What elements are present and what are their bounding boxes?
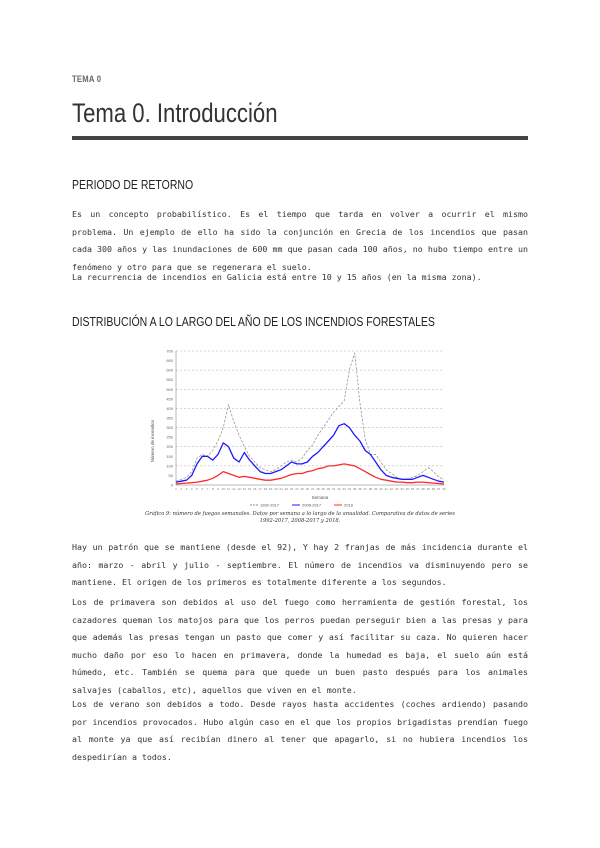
legend-label: 1992-2017 (260, 502, 280, 508)
x-tick-label: 9 (217, 487, 219, 491)
x-tick-label: 36 (358, 487, 362, 491)
x-tick-label: 29 (321, 487, 325, 491)
x-tick-label: 18 (263, 487, 268, 491)
x-tick-label: 42 (389, 487, 394, 491)
paragraph-distribucion-2: Los de primavera son debidos al uso del fuego como herramienta de gestión forestal, los cazadores queman los matojos para que los perros puedan perseguir bien a las presas y para que además las presas tengan un pasto que comer y así facilitar su caza. No quieren hacer mucho daño por eso lo hacen en primavera, donde la humedad es baja, el suelo aún está húmedo, etc. También se quema para que quede un buen pasto después para los animales salvajes (caballos, etc), aquellos que viven en el monte. (72, 597, 528, 695)
paragraph-periodo-1: Es un concepto probabilístico. Es el tiempo que tarda en volver a ocurrir el mismo problema. Un ejemplo de ello ha sido la conjunción en Grecia de los incendios que pasan cada 300 años y las inundaciones de 600 mm que pasan cada 100 años, no hubo tiempo entre un fenómeno y otro para que se regenerara el suelo. (72, 209, 528, 272)
y-tick-label: 500 (166, 386, 173, 392)
x-tick-label: 6 (201, 487, 204, 491)
legend-label: 2018 (344, 502, 353, 508)
x-tick-label: 11 (226, 487, 231, 491)
x-tick-label: 20 (274, 487, 278, 491)
x-tick-label: 24 (295, 487, 299, 491)
x-tick-label: 1 (175, 487, 177, 491)
x-tick-label: 43 (395, 487, 399, 491)
series-line (176, 353, 444, 481)
y-tick-label: 600 (166, 367, 173, 373)
x-tick-label: 51 (437, 487, 441, 491)
paragraph-periodo-2: La recurrencia de incendios en Galicia está entre 10 y 15 años (en la misma zona). (72, 272, 482, 282)
chart-caption: Gráfico 9: número de fuegos semanales. Datos por semana a lo largo de la anualidad. Comparativa de datos de series 1992-2017, 2008-2017 y 2018. (145, 511, 455, 524)
page-title: Tema 0. Introducción (72, 98, 278, 128)
title-rule (72, 136, 528, 140)
series-line (176, 424, 444, 482)
x-tick-label: 38 (368, 487, 373, 491)
x-tick-label: 16 (253, 487, 257, 491)
x-tick-label: 25 (300, 487, 304, 491)
x-tick-label: 21 (279, 487, 283, 491)
page-kicker: TEMA 0 (72, 74, 102, 84)
y-tick-label: 0 (170, 482, 173, 488)
x-tick-label: 52 (442, 487, 446, 491)
x-tick-label: 41 (384, 487, 388, 491)
y-tick-label: 400 (166, 405, 173, 411)
x-tick-label: 39 (374, 487, 378, 491)
y-tick-label: 450 (166, 396, 173, 402)
x-tick-label: 37 (363, 487, 367, 491)
x-tick-label: 30 (326, 487, 331, 491)
fires-weekly-chart (140, 345, 460, 510)
x-tick-label: 27 (310, 487, 315, 491)
y-tick-label: 150 (166, 453, 173, 459)
y-tick-label: 550 (166, 377, 173, 383)
x-tick-label: 13 (237, 487, 241, 491)
x-tick-label: 12 (232, 487, 236, 491)
x-tick-label: 3 (185, 487, 188, 491)
y-tick-label: 100 (166, 463, 173, 469)
x-tick-label: 34 (347, 487, 352, 491)
chart-ylabel: Número de incendios (150, 419, 155, 463)
y-tick-label: 350 (166, 415, 173, 421)
x-tick-label: 14 (242, 487, 246, 491)
y-tick-label: 700 (166, 348, 173, 354)
x-tick-label: 35 (352, 487, 357, 491)
x-tick-label: 31 (331, 487, 336, 491)
y-tick-label: 650 (166, 358, 173, 364)
x-tick-label: 28 (316, 487, 320, 491)
x-tick-label: 48 (421, 487, 425, 491)
legend-label: 2008-2017 (302, 502, 322, 508)
paragraph-distribucion-3: Los de verano son debidos a todo. Desde rayos hasta accidentes (coches ardiendo) pasando por incendios provocados. Hubo algún caso en el que los propios brigadistas prendían fuego al monte ya que así recibían dinero al tener que apagarlo, si no hubiera incendios los despedirían a todos. (72, 699, 528, 762)
x-tick-label: 8 (211, 487, 214, 491)
x-tick-label: 7 (206, 487, 209, 491)
series-line (176, 464, 444, 484)
x-tick-label: 50 (431, 487, 436, 491)
y-tick-label: 200 (166, 444, 173, 450)
x-tick-label: 4 (190, 487, 193, 491)
paragraph-distribucion-1: Hay un patrón que se mantiene (desde el 92), Y hay 2 franjas de más incidencia durante el año: marzo - abril y julio - septiembre. El número de incendios va disminuyendo pero se mantiene. El origen de los primeros es totalmente diferente a los segundos. (72, 542, 528, 587)
chart-xlabel: Semana (311, 495, 329, 500)
section-heading-periodo: PERIODO DE RETORNO (72, 178, 194, 192)
y-tick-label: 250 (166, 434, 173, 440)
y-tick-label: 300 (166, 425, 173, 431)
x-tick-label: 22 (284, 487, 289, 491)
x-tick-label: 33 (342, 487, 346, 491)
x-tick-label: 17 (258, 487, 262, 491)
x-tick-label: 15 (247, 487, 252, 491)
x-tick-label: 26 (305, 487, 310, 491)
x-tick-label: 19 (268, 487, 273, 491)
x-tick-label: 47 (416, 487, 420, 491)
x-tick-label: 45 (405, 487, 409, 491)
x-tick-label: 10 (221, 487, 225, 491)
section-heading-distribucion: DISTRIBUCIÓN A LO LARGO DEL AÑO DE LOS INCENDIOS FORESTALES (72, 315, 435, 329)
x-tick-label: 46 (410, 487, 415, 491)
x-tick-label: 5 (196, 487, 198, 491)
x-tick-label: 23 (289, 487, 294, 491)
x-tick-label: 44 (400, 487, 404, 491)
x-tick-label: 2 (180, 487, 183, 491)
x-tick-label: 32 (337, 487, 341, 491)
x-tick-label: 40 (379, 487, 383, 491)
y-tick-label: 50 (168, 472, 173, 478)
x-tick-label: 49 (426, 487, 430, 491)
